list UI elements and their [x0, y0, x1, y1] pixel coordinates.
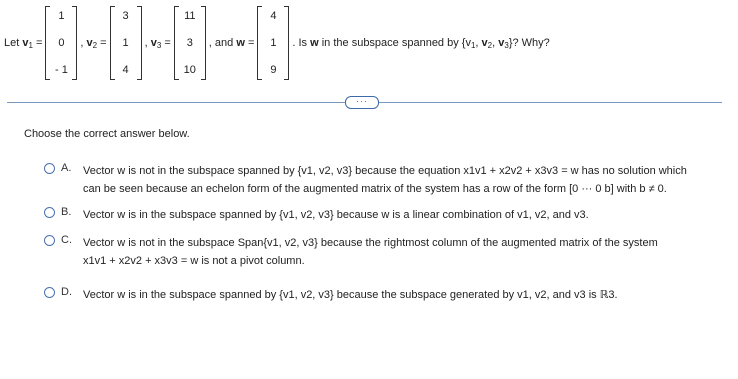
option-b-letter: B. [61, 206, 72, 218]
option-c-line-2: x1v1 + x2v2 + x3v3 = w is not a pivot column. [83, 255, 305, 267]
option-d-line-1: Vector w is in the subspace spanned by {v1, v2, v3} because the subspace generated by v1, v2, and v3 is ℝ3. [83, 289, 618, 301]
v3-entry-1: 11 [184, 10, 196, 22]
v1-entry-3: - 1 [55, 64, 68, 76]
option-d-text [83, 286, 618, 304]
w-entry-3: 9 [270, 64, 277, 76]
option-b[interactable] [44, 206, 589, 224]
v1-entry-2: 0 [58, 37, 65, 49]
v3-entry-2: 3 [186, 37, 193, 49]
v3-symbol: , $v_3$ = [144, 37, 171, 50]
option-c-letter: C. [61, 234, 72, 246]
option-a-text [83, 162, 687, 198]
option-c-line-1: Vector w is not in the subspace Span{v1, v2, v3} because the rightmost column of the augmented matrix of the system [83, 237, 658, 249]
w-entry-1: 4 [270, 10, 277, 22]
option-d-letter: D. [61, 286, 72, 298]
v1-entry-1: 1 [58, 10, 65, 22]
vector-v3 [174, 6, 206, 80]
option-a-letter: A. [61, 162, 72, 174]
v1-symbol: $v_1$ = [22, 37, 43, 50]
v2-entry-1: 3 [122, 10, 129, 22]
option-a-line-1: Vector w is not in the subspace spanned by {v1, v2, v3} because the equation x1v1 + x2v2 + x3v3 = w has no solution which [83, 165, 687, 177]
option-b-radio[interactable] [44, 207, 55, 218]
question-let: Let [4, 37, 20, 49]
option-c-radio[interactable] [44, 235, 55, 246]
and-w-text: , and w = [208, 37, 255, 49]
option-c-text [83, 234, 658, 270]
question-ask: . Is w in the subspace spanned by {$v_1$, $v_2$, $v_3$}? Why? [292, 37, 550, 50]
more-button[interactable]: ··· [345, 96, 379, 109]
option-a[interactable] [44, 162, 687, 198]
vector-w [257, 6, 289, 80]
w-entry-2: 1 [270, 37, 277, 49]
option-b-line-1: Vector w is in the subspace spanned by {v1, v2, v3} because w is a linear combination of v1, v2, and v3. [83, 209, 589, 221]
option-d-radio[interactable] [44, 287, 55, 298]
vector-v2 [110, 6, 142, 80]
v2-symbol: , $v_2$ = [80, 37, 107, 50]
answer-prompt: Choose the correct answer below. [24, 128, 190, 140]
option-a-line-2: can be seen because an echelon form of the augmented matrix of the system has a row of the form [0 ··· 0 b] with b ≠ 0. [83, 183, 667, 195]
v3-entry-3: 10 [183, 64, 196, 76]
v2-entry-3: 4 [122, 64, 129, 76]
option-d[interactable] [44, 286, 618, 304]
option-c[interactable] [44, 234, 658, 270]
option-a-radio[interactable] [44, 163, 55, 174]
v2-entry-2: 1 [122, 37, 129, 49]
option-b-text [83, 206, 589, 224]
question-statement [4, 6, 550, 80]
vector-v1 [45, 6, 77, 80]
